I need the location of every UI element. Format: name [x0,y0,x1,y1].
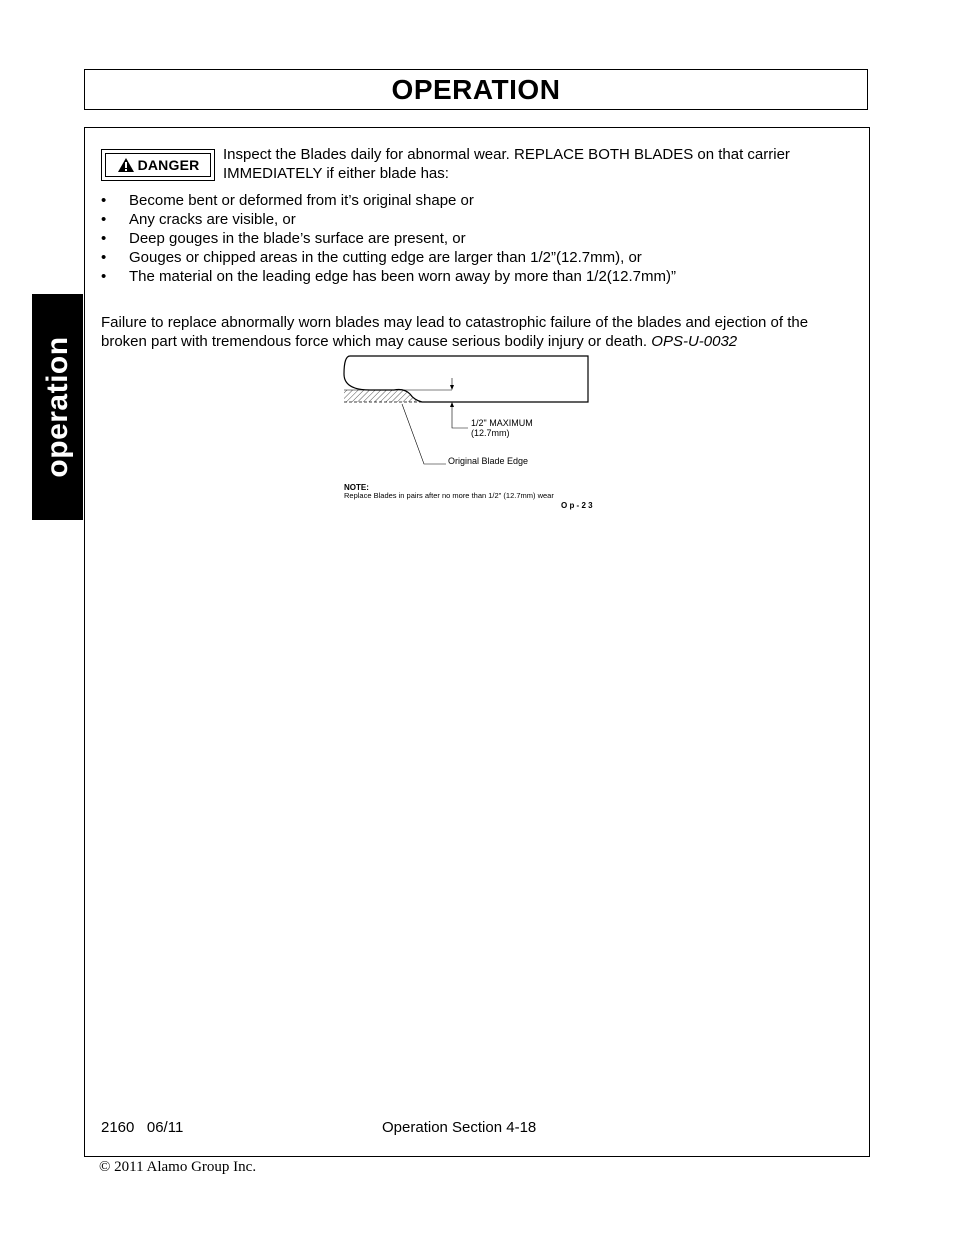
failure-warning-paragraph [101,313,853,351]
bullet-symbol: • [101,192,107,209]
list-item-text: Deep gouges in the blade’s surface are present, or [129,230,466,247]
note-text: Replace Blades in pairs after no more than 1/2" (12.7mm) wear [344,491,554,500]
list-item-text: Become bent or deformed from it’s original shape or [129,192,474,209]
warning-triangle-icon [117,157,135,173]
warning-text: Failure to replace abnormally worn blades may lead to catastrophic failure of the blades and ejection of the broken part with tremendous force which may cause serious bodily injury or death. [101,314,809,350]
edge-leader [402,404,446,464]
danger-intro-text: Inspect the Blades daily for abnormal wear. REPLACE BOTH BLADES on that carrier IMMEDIATELY if either blade has: [223,146,790,182]
note-title: NOTE: [344,483,369,492]
bullet-symbol: • [101,249,107,266]
list-item-text: The material on the leading edge has been worn away by more than 1/2(12.7mm)” [129,268,676,285]
footer-model-date: 2160 06/11 [101,1119,184,1136]
list-item [101,210,676,229]
dimension-arrow-bottom [450,402,454,407]
max-label-line2: (12.7mm) [471,428,510,438]
footer-section: Operation Section 4-18 [382,1119,537,1136]
list-item [101,229,676,248]
worn-area-hatch [344,390,422,403]
edge-label: Original Blade Edge [448,456,529,466]
max-label-line1: 1/2" MAXIMUM [471,418,533,428]
bullet-symbol: • [101,268,107,285]
list-item [101,248,676,267]
list-item [101,267,676,286]
list-item [101,191,676,210]
document-code: OPS-U-0032 [651,333,738,350]
figure-id: O p - 2 3 [561,501,593,510]
page-title: OPERATION [391,73,561,105]
dimension-leader [452,407,468,428]
section-side-tab [32,294,83,520]
danger-label: DANGER [137,157,200,173]
list-item-text: Gouges or chipped areas in the cutting edge are larger than 1/2”(12.7mm), or [129,249,642,266]
page-header [84,69,868,110]
danger-badge [101,149,215,181]
blade-wear-diagram [330,350,610,520]
bullet-symbol: • [101,211,107,228]
blade-condition-list [101,191,676,286]
side-tab-label: operation [40,336,74,478]
dimension-arrow-top [450,385,454,390]
copyright: © 2011 Alamo Group Inc. [99,1159,257,1175]
list-item-text: Any cracks are visible, or [129,211,296,228]
bullet-symbol: • [101,230,107,247]
